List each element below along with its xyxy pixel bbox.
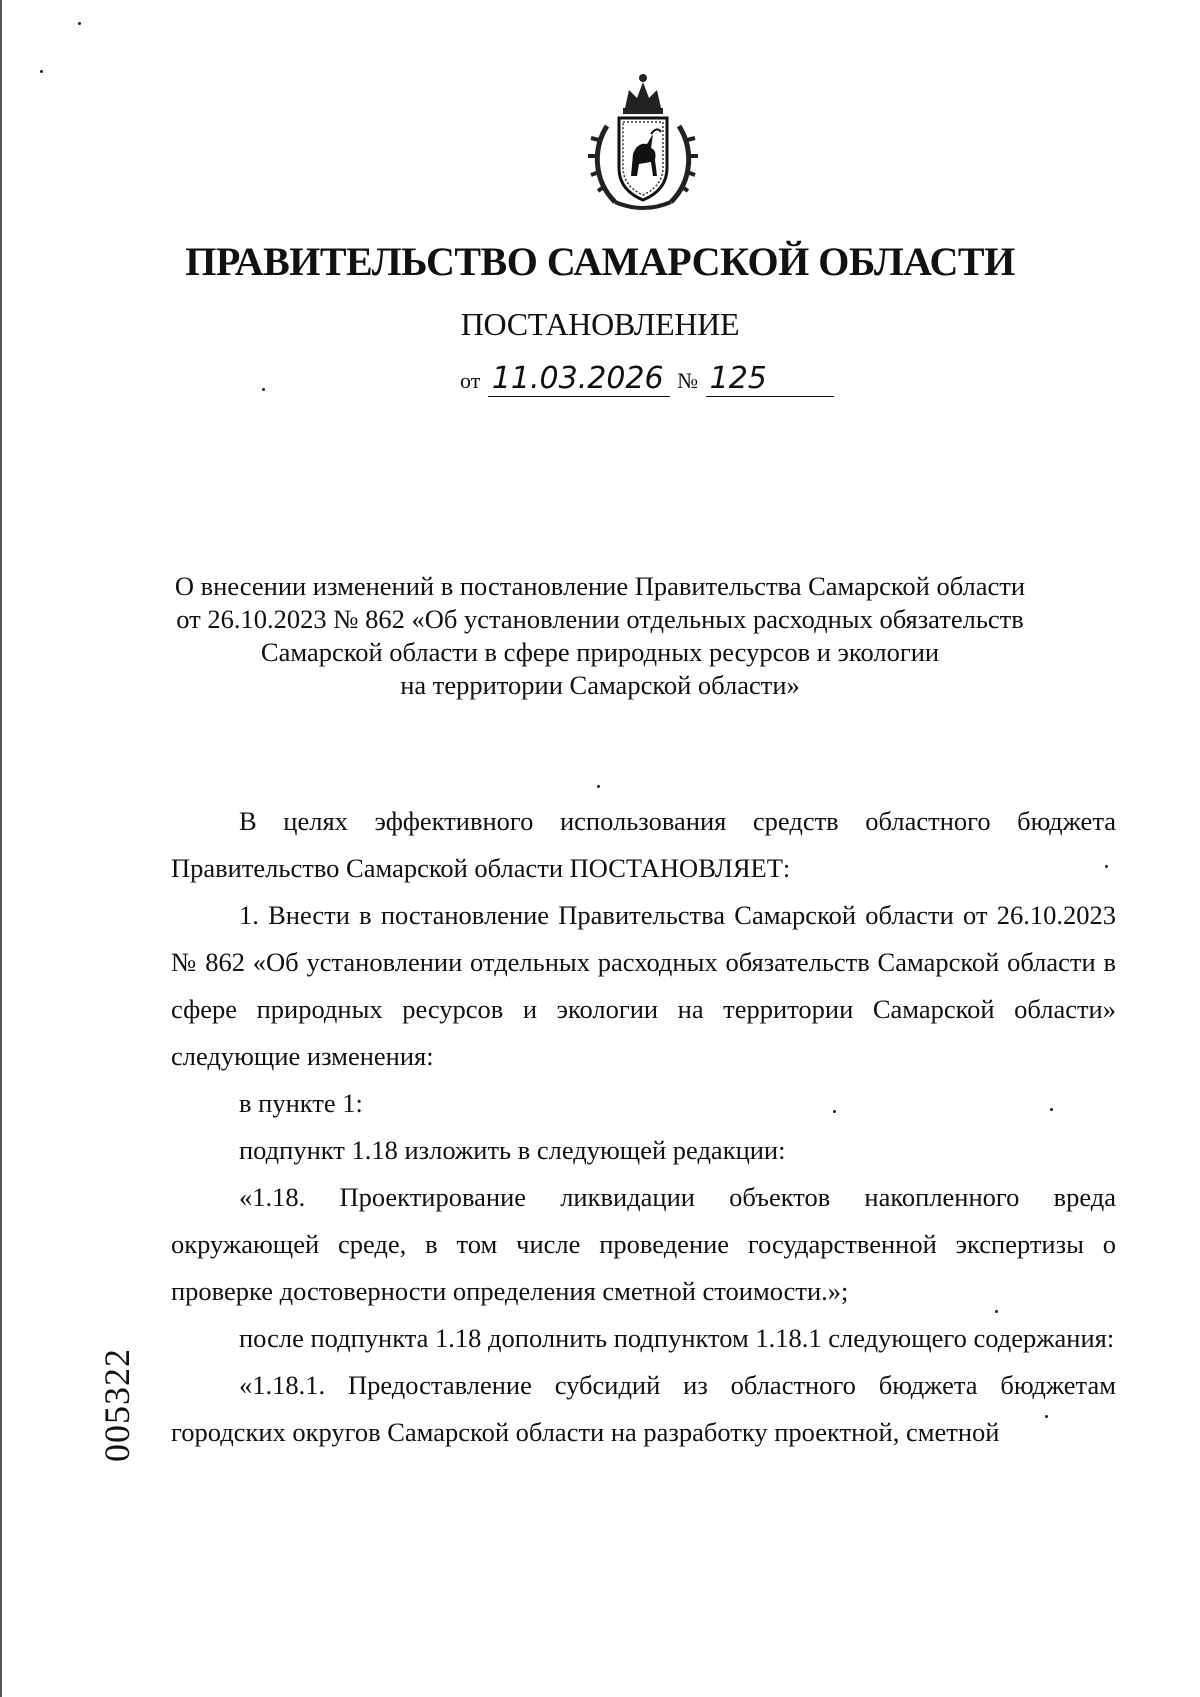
scan-speck: [40, 70, 43, 73]
scan-speck: [78, 22, 81, 25]
samara-coat-of-arms-icon: [585, 68, 701, 214]
number-prefix: №: [677, 368, 699, 393]
document-body: [171, 798, 1116, 1456]
body-paragraph: 1. Внести в постановление Правительства Самарской области от 26.10.2023 № 862 «Об установлении отдельных расходных обязательств Самарской области в сфере природных ресурсов и экологии на территории Самарской области» следующие изменения:: [171, 900, 1116, 1071]
subject-line: Самарской области в сфере природных ресурсов и экологии: [260, 637, 940, 667]
subject-line: на территории Самарской области»: [400, 670, 800, 700]
handwritten-number: 125: [706, 362, 834, 397]
org-title: ПРАВИТЕЛЬСТВО САМАРСКОЙ ОБЛАСТИ: [185, 239, 1015, 284]
margin-serial-stamp: 005322: [97, 1348, 137, 1462]
body-paragraph: в пункте 1:: [239, 1088, 363, 1118]
document-subject: [150, 570, 1050, 702]
scan-speck: [262, 388, 265, 391]
subject-line: от 26.10.2023 № 862 «Об установлении отдельных расходных обязательств: [176, 604, 1024, 634]
handwritten-date: 11.03.2026: [488, 362, 670, 397]
document-type: ПОСТАНОВЛЕНИЕ: [460, 306, 740, 342]
body-paragraph: В целях эффективного использования средств областного бюджета Правительство Самарской области ПОСТАНОВЛЯЕТ:: [171, 806, 1116, 883]
body-paragraph: «1.18.1. Предоставление субсидий из областного бюджета бюджетам городских округов Самарской области на разработку проектной, сметной: [171, 1370, 1116, 1447]
document-date-number: [458, 362, 834, 397]
body-paragraph: после подпункта 1.18 дополнить подпунктом 1.18.1 следующего содержания:: [239, 1323, 1115, 1353]
scan-speck: [597, 785, 600, 788]
date-prefix: от: [460, 368, 481, 393]
body-paragraph: «1.18. Проектирование ликвидации объектов накопленного вреда окружающей среде, в том числе проведение государственной экспертизы о проверке достоверности определения сметной стоимости.»;: [171, 1182, 1116, 1306]
subject-line: О внесении изменений в постановление Правительства Самарской области: [174, 571, 1026, 601]
body-paragraph: подпункт 1.18 изложить в следующей редакции:: [239, 1135, 786, 1165]
